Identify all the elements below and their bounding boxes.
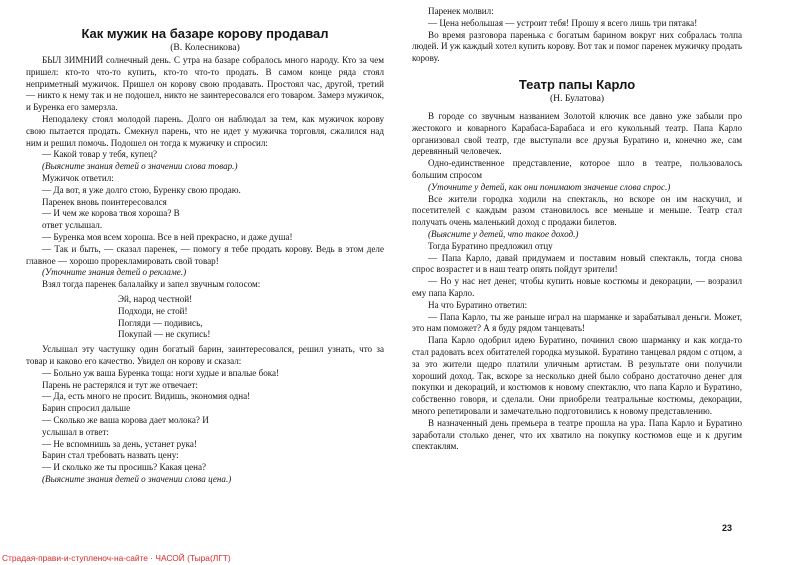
paragraph: БЫЛ ЗИМНИЙ солнечный день. С утра на базаре собралось много народу. Кто за чем пришел: кто-то что-то купить, кто-то что-то продать. В самом конце ряда стоял неприметный мужичок. Пришел он корову свою продавать. Простоял час, другой, третий — никто к нему так и не подошел, никто не заинтересовался его товаром. Замерз мужичок, и Буренка его замерзла. (26, 55, 384, 113)
paragraph: ответ услышал. (42, 220, 103, 231)
teacher-note: (Выясните знания детей о значении слова товар.) (42, 161, 238, 172)
verse-line: Покупай — не скупись! (118, 329, 211, 340)
dialogue-line: — Больно уж ваша Буренка тоща: ноги худые и впалые бока! (42, 367, 280, 378)
dialogue-line: — Буренка моя всем хороша. Все в ней прекрасно, и даже душа! (42, 231, 293, 242)
dialogue-line: — И сколько же ты просишь? Какая цена? (42, 462, 207, 473)
paragraph: услышал в ответ: (42, 426, 109, 437)
footer-url: Страдая-прави-и-ступленоч-на-сайте · ЧАСОЙ (Тыра(ЛГТ) (2, 553, 231, 563)
paragraph: В назначенный день премьера в театре прошла на ура. Папа Карло и Буратино заработали столько денег, что их хватило на покупку костюмов еще и к другим спектаклям. (412, 417, 742, 452)
dialogue-line: — И чем же корова твоя хороша? В (42, 208, 180, 219)
dialogue-line: — Так и быть, — сказал паренек, — помогу я тебе продать корову. Ведь в этом деле главное — хорошо прорекламировать свой товар! (26, 243, 384, 266)
dialogue-line: — Да, есть много не просит. Видишь, экономия одна! (42, 391, 251, 402)
page-number: 23 (722, 523, 733, 533)
teacher-note: (Уточните у детей, как они понимают значение слова спрос.) (428, 181, 671, 192)
paragraph: Мужичок ответил: (42, 172, 114, 183)
paragraph: Барин спросил дальше (42, 403, 131, 414)
paragraph: На что Буратино ответил: (428, 299, 528, 310)
song-verse (26, 294, 384, 341)
dialogue-line: — Папа Карло, ты же раньше играл на шарманке и зарабатывал деньги. Может, это нам поможет? А я буду рядом танцевать! (412, 311, 742, 334)
story-author: (В. Колесникова) (170, 42, 240, 53)
paragraph: Папа Карло одобрил идею Буратино, починил свою шарманку и как когда-то стал радовать всех обитателей городка музыкой. Буратино танцевал рядом с отцом, а за это жители щедро платили уличным артистам. В результате они получили хороший доход. Так, вскоре за несколько дней было собрано достаточно денег для покупки и декораций, и костюмов к новому спектаклю, что папа Карло и Буратино, собственно говоря, и сделали. Они приобрели театральные костюмы, декорации, много репетировали и замечательно подготовились к новому представлению. (412, 335, 742, 416)
dialogue-line: — Цена небольшая — устроит тебя! Прошу я всего лишь три пятака! (428, 17, 698, 28)
verse-line: Подходи, не стой! (118, 305, 188, 316)
paragraph: Неподалеку стоял молодой парень. Долго он наблюдал за тем, как мужичок корову свою пытается продать. Смекнул парень, что не идет у мужичка торговля, сжалился над ним и решил помочь. Подошел он тогда к мужичку и спросил: (26, 113, 384, 148)
paragraph: Парень не растерялся и тут же отвечает: (42, 379, 198, 390)
paragraph: Тогда Буратино предложил отцу (428, 240, 553, 251)
paragraph: Барин стал требовать назвать цену: (42, 450, 179, 461)
dialogue-line: — Да вот, я уже долго стою, Буренку свою продаю. (42, 184, 241, 195)
paragraph: Паренек вновь поинтересовался (42, 196, 167, 207)
paragraph: Одно-единственное представление, которое шло в театре, пользовалось большим спросом (412, 158, 742, 180)
dialogue-line: — Не вспомнишь за день, устанет рука! (42, 438, 197, 449)
dialogue-line: — Но у нас нет денег, чтобы купить новые костюмы и декорации, — возразил ему папа Карло. (412, 276, 742, 298)
verse-line: Эй, народ честной! (118, 293, 193, 304)
dialogue-line: — Папа Карло, давай придумаем и поставим новый спектакль, тогда снова спрос возрастет и в наш театр опять пойдут зрители! (412, 252, 742, 275)
verse-line: Погляди — подивись, (118, 317, 203, 328)
paragraph: В городе со звучным названием Золотой ключик все давно уже забыли про жестокого и коварного Карабаса-Барабаса и его кукольный театр. Папа Карло организовал свой театр, где выступали все друзья Буратино и, конечно же, сам деревянный человечек. (412, 110, 742, 157)
paragraph: Паренек молвил: (428, 6, 494, 16)
story-title: Как мужик на базаре корову продавал (81, 26, 329, 41)
paragraph: Взял тогда паренек балалайку и запел звучным голосом: (42, 279, 261, 290)
teacher-note: (Уточните знания детей о рекламе.) (42, 267, 187, 278)
paragraph: Во время разговора паренька с богатым барином вокруг них собралась толпа людей. И уж каждый хотел купить корову. Вот так и помог паренек мужичку продать корову. (412, 29, 743, 64)
right-column (412, 0, 742, 453)
paragraph: Все жители городка ходили на спектакль, но вскоре он им наскучил, и посетителей с каждым разом становилось все меньше и меньше. Театр стал получать очень маленький доход с продажи билетов. (412, 193, 742, 228)
teacher-note: (Выясните у детей, что такое доход.) (428, 228, 579, 239)
left-column (26, 0, 384, 486)
paragraph: Услышал эту частушку один богатый барин, заинтересовался, решил узнать, что за товар и каково его качество. Увидел он корову и сказал: (26, 344, 384, 366)
dialogue-line: — Какой товар у тебя, купец? (42, 149, 158, 160)
story-title: Театр папы Карло (518, 76, 636, 92)
story-author: (Н. Булатова) (549, 92, 605, 104)
dialogue-line: — Сколько же ваша корова дает молока? И (42, 414, 209, 425)
teacher-note: (Выясните знания детей о значении слова цена.) (42, 473, 232, 484)
